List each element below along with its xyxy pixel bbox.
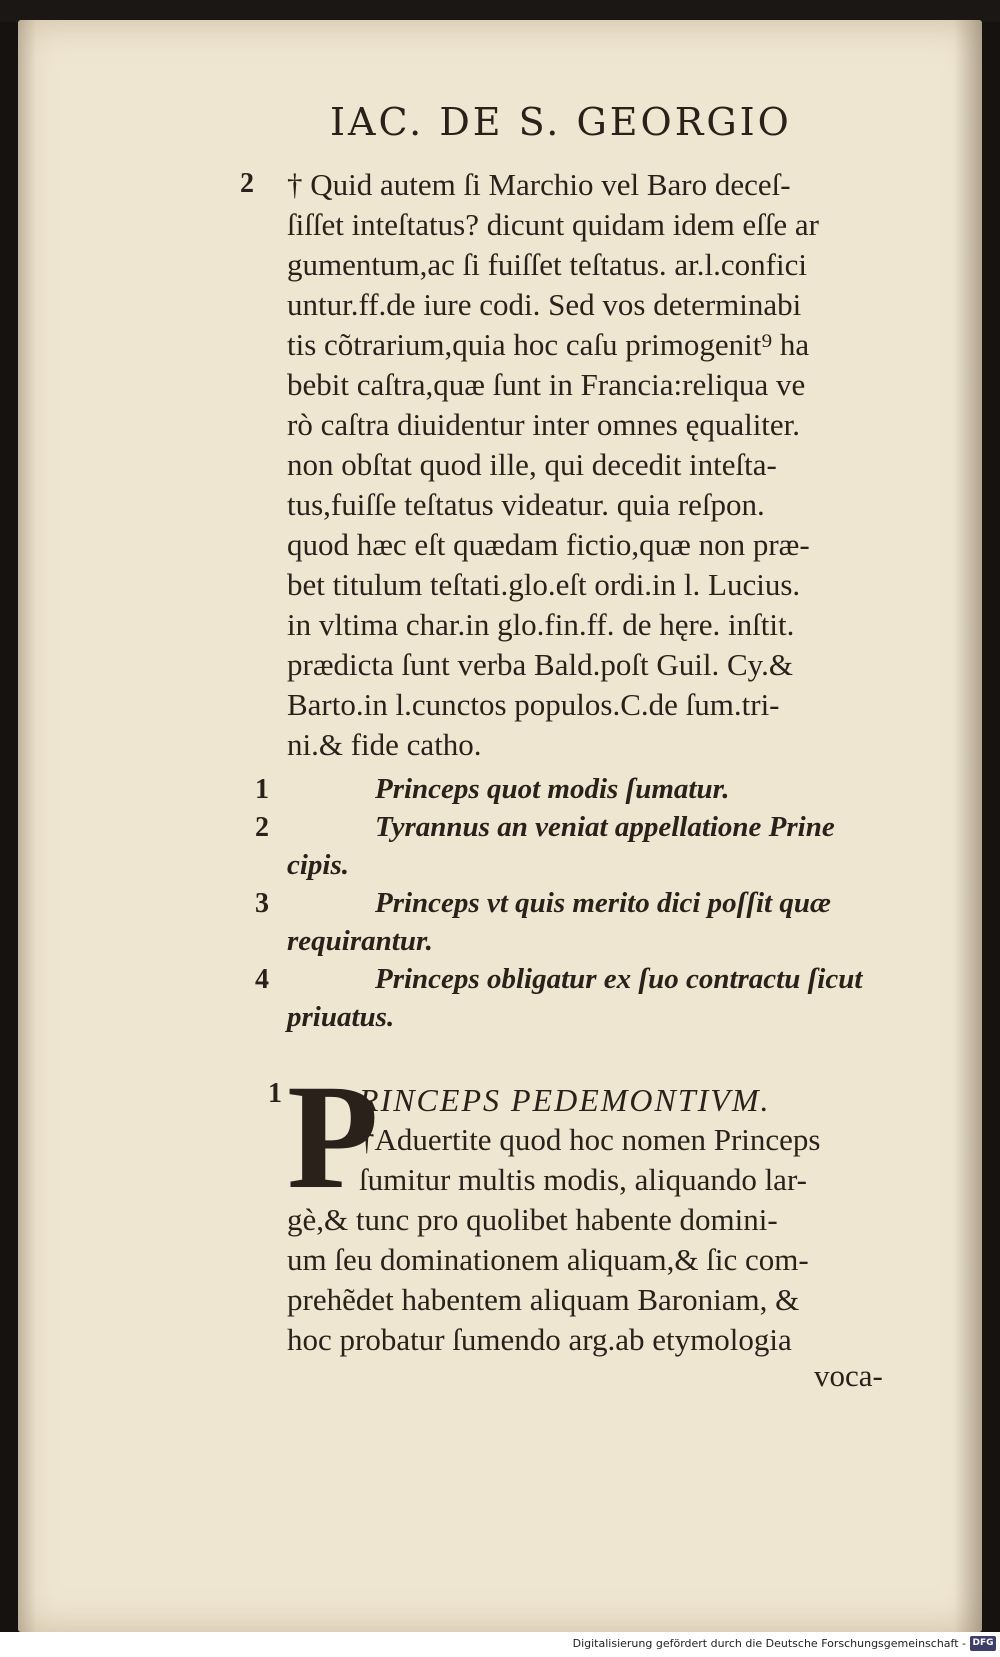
- running-head: IAC. DE S. GEORGIO: [330, 100, 792, 144]
- text-line: † Quid autem ſi Marchio vel Baro deceſ-: [287, 167, 791, 202]
- catchword: voca-: [814, 1358, 883, 1393]
- text-line: †Aduertite quod hoc nomen Princeps: [359, 1122, 821, 1157]
- summary-item-continuation: priuatus.: [287, 1001, 395, 1033]
- text-line: tis cõtrarium,quia hoc caſu primogenit⁹ ha: [287, 327, 810, 362]
- text-line: prædicta ſunt verba Bald.poſt Guil. Cy.&: [287, 647, 793, 682]
- summary-item: Tyrannus an veniat appellatione Prine: [375, 811, 835, 843]
- summary-item: Princeps quot modis ſumatur.: [375, 773, 730, 805]
- text-line: untur.ff.de iure codi. Sed vos determinabi: [287, 287, 802, 322]
- text-line: gumentum,ac ſi fuiſſet teſtatus. ar.l.confici: [287, 247, 807, 282]
- drop-capital: P: [287, 1054, 379, 1220]
- text-line: um ſeu dominationem aliquam,& ſic com-: [287, 1242, 809, 1277]
- text-line: rò caſtra diuidentur inter omnes ęqualiter.: [287, 407, 801, 442]
- summary-item: Princeps vt quis merito dici poſſit quæ: [375, 887, 831, 919]
- text-line: non obſtat quod ille, qui decedit inteſta-: [287, 447, 777, 482]
- summary-number: 4: [255, 964, 269, 995]
- summary-item: Princeps obligatur ex ſuo contractu ſicut: [375, 963, 863, 995]
- text-line: gè,& tunc pro quolibet habente domini-: [287, 1202, 778, 1237]
- text-line: hoc probatur ſumendo arg.ab etymologia: [287, 1322, 792, 1357]
- dfg-logo-icon: DFG: [970, 1636, 996, 1651]
- text-line: bet titulum teſtati.glo.eſt ordi.in l. Lucius.: [287, 567, 801, 602]
- summary-number: 1: [255, 774, 269, 805]
- text-line: in vltima char.in glo.fin.ff. de hęre. inſtit.: [287, 607, 795, 642]
- summary-item-continuation: cipis.: [287, 849, 350, 881]
- text-line: bebit caſtra,quæ ſunt in Francia:reliqua ve: [287, 367, 806, 402]
- summary-number: 2: [255, 812, 269, 843]
- summary-item-continuation: requirantur.: [287, 925, 433, 957]
- footer-credit: Digitalisierung gefördert durch die Deutsche Forschungsgemeinschaft -: [572, 1637, 966, 1650]
- paragraph-1: [287, 165, 927, 765]
- marginal-number: 1: [268, 1078, 282, 1109]
- marginal-number: 2: [240, 168, 254, 199]
- page-edge-shadow: [954, 20, 982, 1632]
- text-line: ſiſſet inteſtatus? dicunt quidam idem eſſe ar: [287, 207, 820, 242]
- summary-number: 3: [255, 888, 269, 919]
- main-paragraph: [287, 1054, 927, 1360]
- section-heading: RINCEPS PEDEMONTIVM.: [359, 1082, 771, 1118]
- viewer-top-bar: [0, 0, 1000, 22]
- footer-bar: [0, 1632, 1000, 1657]
- summary-list: [287, 770, 927, 1036]
- text-line: prehẽdet habentem aliquam Baroniam, &: [287, 1282, 800, 1317]
- text-line: ni.& fide catho.: [287, 727, 482, 762]
- text-line: tus,fuiſſe teſtatus videatur. quia reſpon.: [287, 487, 765, 522]
- text-line: Barto.in l.cunctos populos.C.de ſum.tri-: [287, 687, 780, 722]
- text-line: ſumitur multis modis, aliquando lar-: [359, 1162, 807, 1197]
- text-line: quod hæc eſt quædam fictio,quæ non præ-: [287, 527, 810, 562]
- page-gutter-shadow: [18, 20, 36, 1632]
